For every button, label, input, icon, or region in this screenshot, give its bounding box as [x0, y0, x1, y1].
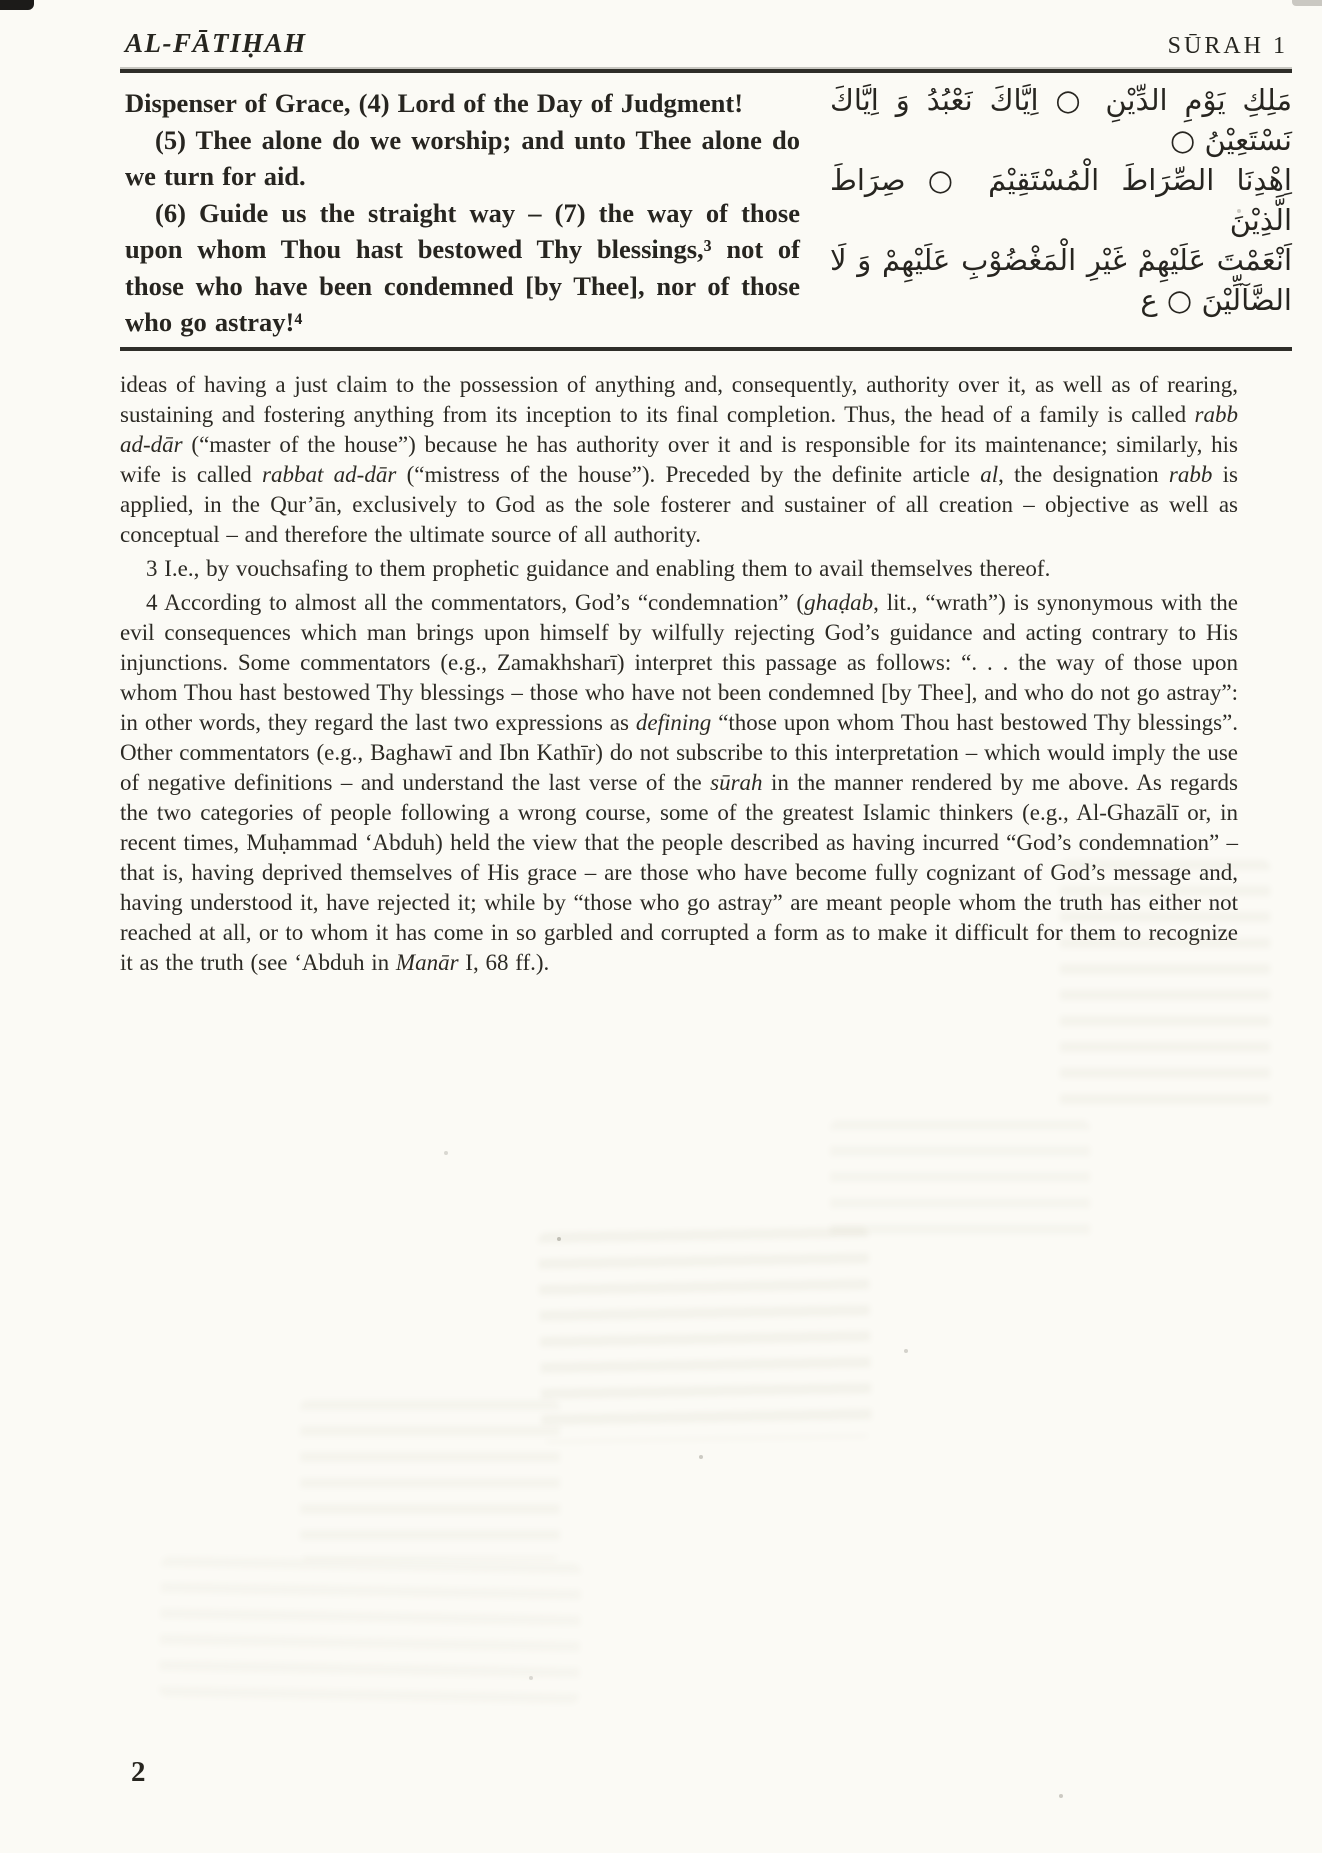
translation-paragraph-1: Dispenser of Grace, (4) Lord of the Day of Judgment! — [125, 88, 744, 118]
page-bleedthrough-smudge — [538, 1227, 872, 1443]
scan-corner-mark-right — [1292, 0, 1322, 6]
footnote-2-continuation: ideas of having a just claim to the possession of anything and, consequently, authority over it, as well as of rearing, sustaining and fostering anything from its inception to its final completion. Thus, the head of a family is called rabb ad-dār (“master of the house”) because he has authority over it and is responsible for its maintenance; similarly, his wife is called rabbat ad-dār (“mistress of the house”). Preceded by the definite article al, the designation rabb is applied, in the Qur’ān, exclusively to God as the sole fosterer and sustainer of all creation – objective as well as conceptual – and therefore the ultimate source of all authority. — [120, 372, 1239, 547]
footnote-divider-rule — [120, 347, 1292, 351]
page-bleedthrough-smudge — [159, 1556, 581, 1703]
arabic-verse-line-2: نَسْتَعِيْنُ ○ — [1169, 123, 1292, 157]
arabic-verse-line-5: الضَّآلِّيْنَ ○ ع — [1140, 283, 1292, 317]
running-header-surah: SŪRAH 1 — [1167, 33, 1288, 59]
page-bleedthrough-smudge — [300, 1400, 560, 1560]
header-rule — [120, 69, 1292, 73]
footnote-4: 4 According to almost all the commentators, God’s “condemnation” (ghaḍab, lit., “wrath”) is synonymous with the evil consequences which man brings upon himself by wilfully rejecting God’s guidance and acting contrary to His injunctions. Some commentators (e.g., Zamakhsharī) interpret this passage as follows: “. . . the way of those upon whom Thou hast bestowed Thy blessings – those who have not been condemned [by Thee], and who do not go astray”: in other words, they regard the last two expressions as defining “those upon whom Thou hast bestowed Thy blessings”. Other commentators (e.g., Baghawī and Ibn Kathīr) do not subscribe to this interpretation – which would imply the use of negative definitions – and understand the last verse of the sūrah in the manner rendered by me above. As regards the two categories of people following a wrong course, some of the greatest Islamic thinkers (e.g., Al-Ghazālī or, in recent times, Muḥammad ‘Abduh) held the view that the people described as having incurred “God’s condemnation” – that is, having deprived themselves of His grace – are those who have become fully cognizant of God’s message and, having understood it, have rejected it; while by “those who go astray” are meant people whom the truth has either not reached at all, or to whom it has come in so garbled and corrupted a form as to make it difficult for them to recognize it as the truth (see ‘Abduh in Manār I, 68 ff.). — [120, 590, 1238, 975]
arabic-verse-line-4: اَنْعَمْتَ عَلَيْهِمْ غَيْرِ الْمَغْضُوْبِ عَلَيْهِمْ وَ لَا — [830, 243, 1292, 277]
arabic-verse-line-1: مَلِكِ يَوْمِ الدِّيْنِ ○ اِيَّاكَ نَعْبُدُ وَ اِيَّاكَ — [830, 83, 1292, 117]
page-bleedthrough-smudge — [1060, 860, 1270, 1120]
running-header-title: AL-FĀTIḤAH — [125, 28, 307, 58]
page-bleedthrough-smudge — [830, 1120, 1090, 1250]
scan-speckles — [0, 0, 2, 2]
arabic-verse-line-3: اِهْدِنَا الصِّرَاطَ الْمُسْتَقِيْمَ ○ صِرَاطَ الَّذِيْنَ — [830, 163, 1292, 237]
arabic-verse-column — [830, 80, 1292, 320]
translation-column — [125, 85, 800, 341]
footnote-3: 3 I.e., by vouchsafing to them prophetic guidance and enabling them to avail themselves thereof. — [146, 556, 1051, 581]
page-number: 2 — [131, 1756, 146, 1788]
translation-paragraph-2: (5) Thee alone do we worship; and unto Thee alone do we turn for aid. — [125, 124, 800, 191]
translation-paragraph-3: (6) Guide us the straight way – (7) the way of those upon whom Thou hast bestowed Thy blessings,³ not of those who have been condemned [by Thee], nor of those who go astray!⁴ — [125, 197, 800, 337]
scan-corner-mark — [0, 0, 34, 10]
